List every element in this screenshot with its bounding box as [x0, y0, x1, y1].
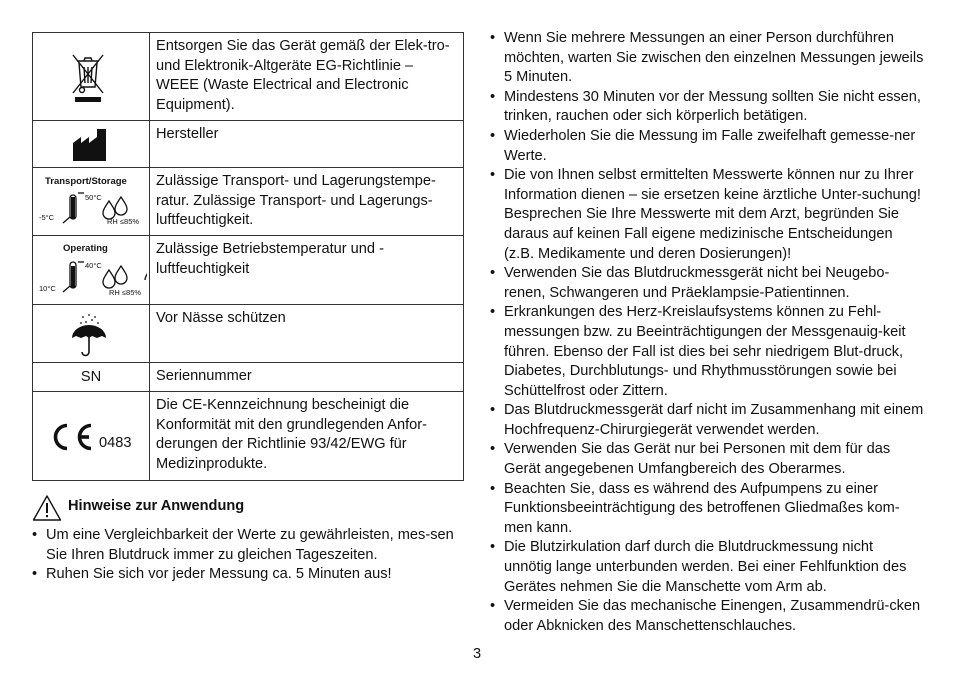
usage-notes-left-list [32, 526, 464, 585]
temperature-humidity-icon [57, 258, 147, 298]
list-item: • Verwenden Sie das Blutdruckmessgerät nicht bei Neugebo-renen, Schwangeren und Präeklampsie-Patientinnen. [490, 264, 924, 303]
list-item: • Wenn Sie mehrere Messungen an einer Person durchführen möchten, warten Sie zwischen den einzelnen Messungen jeweils 5 Minuten. [490, 29, 924, 88]
symbol-description: Zulässige Transport- und Lagerungstempe-ratur. Zulässige Transport- und Lagerungs-luftfeuchtigkeit. [150, 168, 464, 236]
temp-high-label: 50°C [85, 193, 102, 202]
page-number: 3 [472, 646, 482, 662]
list-item: • Das Blutdruckmessgerät darf nicht im Zusammenhang mit einem Hochfrequenz-Chirurgiegerät verwendet werden. [490, 401, 924, 440]
table-row [33, 236, 464, 305]
symbol-cell [33, 168, 150, 236]
symbol-description: Entsorgen Sie das Gerät gemäß der Elek-tro- und Elektronik-Altgeräte EG-Richtlinie – WEEE (Waste Electrical and Electronic Equipment). [150, 33, 464, 121]
usage-notes-heading [32, 494, 464, 522]
symbol-description: Zulässige Betriebstemperatur und -luftfeuchtigkeit [150, 236, 464, 305]
table-row [33, 305, 464, 363]
list-item: • Ruhen Sie sich vor jeder Messung ca. 5 Minuten aus! [32, 565, 464, 585]
list-item: • Die Blutzirkulation darf durch die Blutdruckmessung nicht unnötig lange unterbunden werden. Bei einer Fehlfunktion des Gerätes nehmen Sie die Manschette vom Arm ab. [490, 538, 924, 597]
table-row [33, 363, 464, 392]
temp-high-label: 40°C [85, 261, 102, 270]
usage-notes-title: Hinweise zur Anwendung [68, 498, 245, 514]
temp-low-label: -5°C [39, 213, 55, 222]
keep-dry-umbrella-icon [69, 311, 109, 359]
list-item: • Die von Ihnen selbst ermittelten Messwerte können nur zu Ihrer Information dienen – sie ersetzen keine ärztliche Unter-suchung! Besprechen Sie Ihre Messwerte mit dem Arzt, begründen Sie daraus auf keinen Fall eigene medizinische Entscheidungen (z.B. Medikamente und deren Dosierungen)! [490, 166, 924, 264]
humidity-label: RH ≤85% [107, 217, 140, 226]
symbol-cell [33, 121, 150, 168]
usage-notes-right-list [490, 29, 924, 636]
list-item: • Erkrankungen des Herz-Kreislaufsystems können zu Fehl-messungen bzw. zu Beeinträchtigungen der Messgenauig-keit führen. Ebenso der Fall ist dies bei sehr niedrigem Blut-druck, Diabetes, Durchblutungs- und Rhythmusstörungen sowie bei Schüttelfrost oder Zittern. [490, 303, 924, 401]
list-item: • Um eine Vergleichbarkeit der Werte zu gewährleisten, mes-sen Sie Ihren Blutdruck immer zu gleichen Tageszeiten. [32, 526, 464, 565]
list-item: • Verwenden Sie das Gerät nur bei Personen mit dem für das Gerät angegebenen Umfangbereich des Oberarmes. [490, 440, 924, 479]
ce-notified-body-number: 0483 [99, 435, 132, 451]
temperature-humidity-icon [57, 191, 147, 229]
symbol-description: Seriennummer [150, 363, 464, 392]
symbol-cell [33, 392, 150, 481]
symbol-label: Operating [63, 243, 108, 254]
symbol-description: Vor Nässe schützen [150, 305, 464, 363]
symbol-description: Die CE-Kennzeichnung bescheinigt die Konformität mit den grundlegenden Anfor-derungen der Richtlinie 93/42/EWG für Medizinprodukte. [150, 392, 464, 481]
list-item: • Beachten Sie, dass es während des Aufpumpens zu einer Funktionsbeeinträchtigung des betroffenen Gliedmaßes kom-men kann. [490, 480, 924, 539]
serial-number-symbol: SN [33, 363, 150, 392]
manufacturer-factory-icon [72, 128, 108, 162]
symbol-description: Hersteller [150, 121, 464, 168]
table-row [33, 121, 464, 168]
temp-low-label: 10°C [39, 284, 56, 293]
table-row [33, 33, 464, 121]
symbol-label: Transport/Storage [45, 176, 127, 187]
symbol-cell [33, 33, 150, 121]
weee-crossed-bin-icon [71, 53, 105, 103]
list-item: • Vermeiden Sie das mechanische Einengen, Zusammendrü-cken oder Abknicken des Manschettenschlauches. [490, 597, 924, 636]
symbols-table [32, 32, 464, 481]
table-row [33, 392, 464, 481]
warning-triangle-icon [32, 494, 62, 522]
list-item: • Wiederholen Sie die Messung im Falle zweifelhaft gemesse-ner Werte. [490, 127, 924, 166]
humidity-label: RH ≤85% [109, 288, 142, 297]
ce-mark-icon [46, 422, 96, 452]
symbol-cell [33, 236, 150, 305]
table-row [33, 168, 464, 236]
list-item: • Mindestens 30 Minuten vor der Messung sollten Sie nicht essen, trinken, rauchen oder sich körperlich betätigen. [490, 88, 924, 127]
symbol-cell [33, 305, 150, 363]
